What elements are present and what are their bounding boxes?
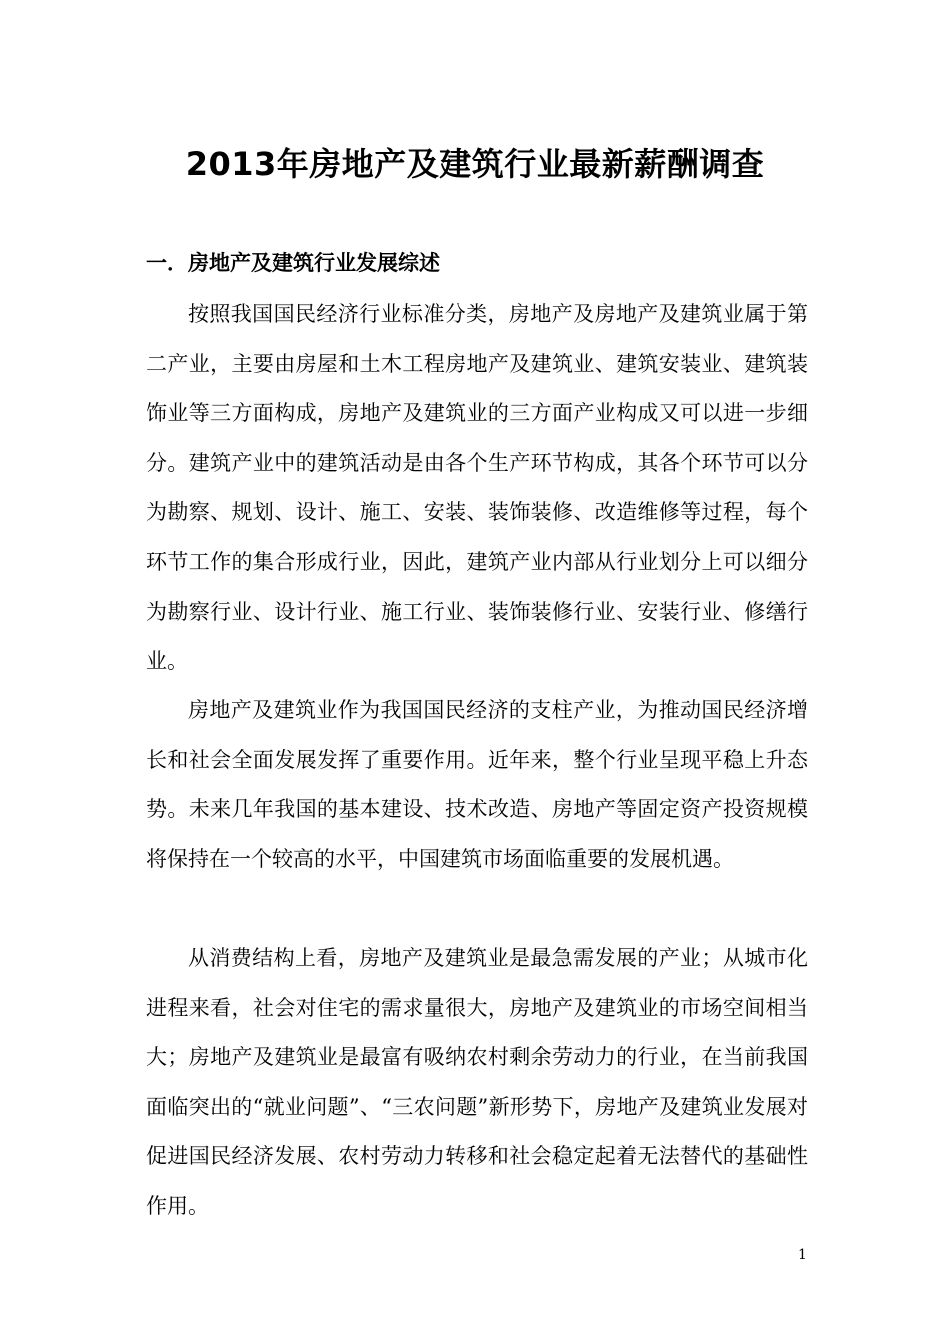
paragraph-industry-classification: 按照我国国民经济行业标准分类，房地产及房地产及建筑业属于第二产业，主要由房屋和土木工程房地产及建筑业、建筑安装业、建筑装饰业等三方面构成，房地产及建筑业的三方面产业构成又可以进一步细分。建筑产业中的建筑活动是由各个生产环节构成，其各个环节可以分为勘察、规划、设计、施工、安装、装饰装修、改造维修等过程，每个环节工作的集合形成行业，因此，建筑产业内部从行业划分上可以细分为勘察行业、设计行业、施工行业、装饰装修行业、安装行业、修缮行业。 [146, 302, 808, 674]
paragraph-consumption-structure: 从消费结构上看，房地产及建筑业是最急需发展的产业；从城市化进程来看，社会对住宅的需求量很大，房地产及建筑业的市场空间相当大；房地产及建筑业是最富有吸纳农村剩余劳动力的行业，在当前我国面临突出的“就业问题”、“三农问题”新形势下，房地产及建筑业发展对促进国民经济发展、农村劳动力转移和社会稳定起着无法替代的基础性作用。 [146, 946, 808, 1218]
paragraph-pillar-industry: 房地产及建筑业作为我国国民经济的支柱产业，为推动国民经济增长和社会全面发展发挥了重要作用。近年来，整个行业呈现平稳上升态势。未来几年我国的基本建设、技术改造、房地产等固定资产投资规模将保持在一个较高的水平，中国建筑市场面临重要的发展机遇。 [146, 698, 808, 871]
page-number: 1 [798, 1247, 807, 1263]
section-heading: 一．房地产及建筑行业发展综述 [146, 251, 440, 275]
document-title: 2013年房地产及建筑行业最新薪酬调查 [185, 145, 765, 183]
